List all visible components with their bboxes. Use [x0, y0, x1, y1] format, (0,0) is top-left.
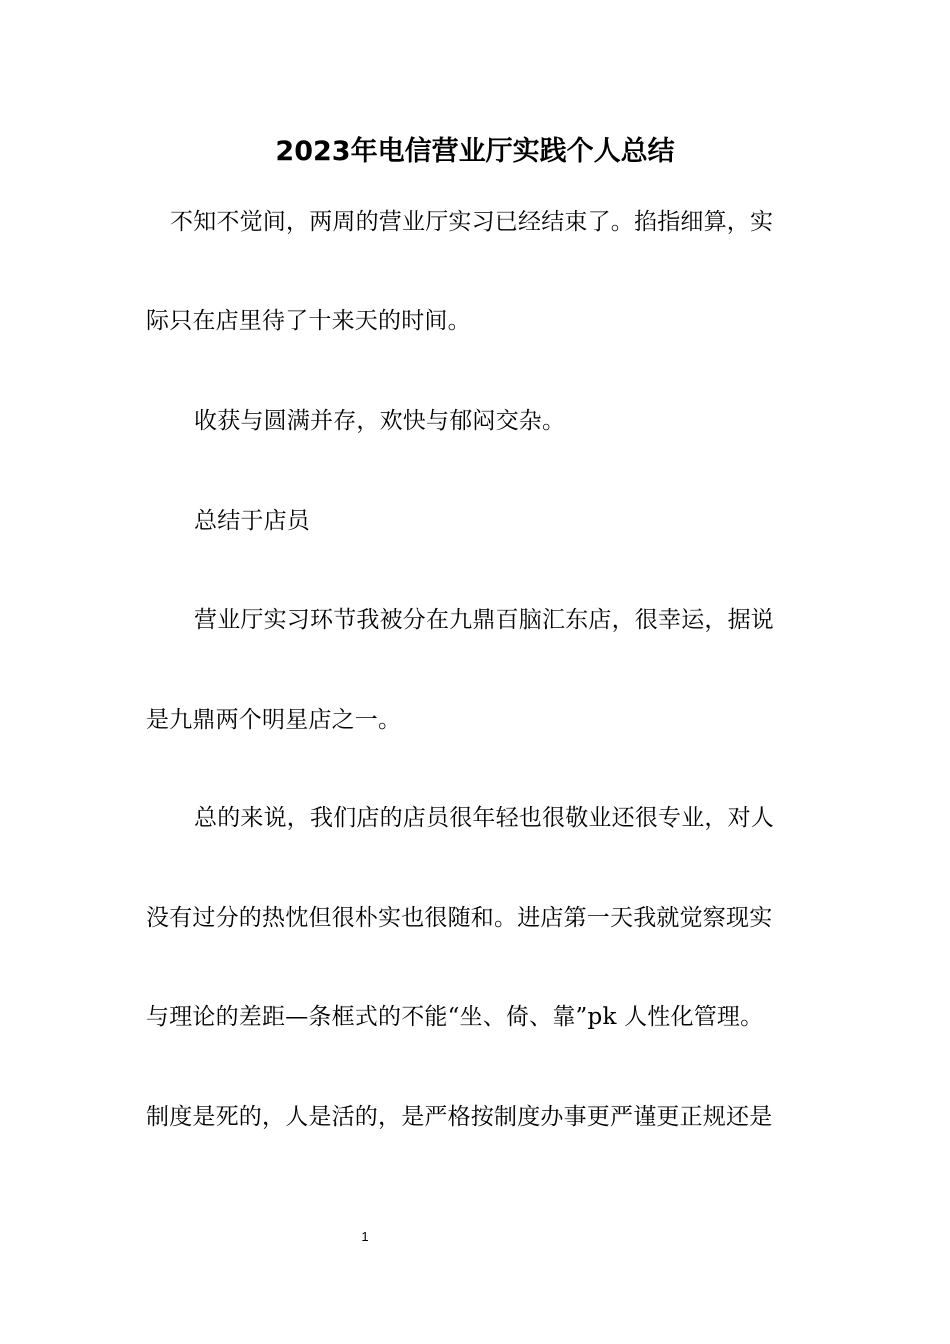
- paragraph-line-1: 不知不觉间，两周的营业厅实习已经结束了。掐指细算，实: [170, 209, 774, 235]
- page-number: 1: [361, 1229, 369, 1244]
- paragraph-line-5: 营业厅实习环节我被分在九鼎百脑汇东店，很幸运，据说: [194, 607, 774, 633]
- paragraph-line-9: 与理论的差距—条框式的不能“坐、倚、靠”pk 人性化管理。: [146, 1004, 764, 1030]
- paragraph-line-3: 收获与圆满并存，欢快与郁闷交杂。: [194, 408, 566, 434]
- paragraph-line-6: 是九鼎两个明星店之一。: [146, 707, 402, 733]
- section-heading: 总结于店员: [194, 508, 310, 534]
- document-title: 2023年电信营业厅实践个人总结: [275, 136, 675, 167]
- paragraph-line-10: 制度是死的，人是活的，是严格按制度办事更严谨更正规还是: [146, 1104, 773, 1130]
- paragraph-line-2: 际只在店里待了十来天的时间。: [146, 308, 471, 334]
- paragraph-line-8: 没有过分的热忱但很朴实也很随和。进店第一天我就觉察现实: [146, 905, 773, 931]
- paragraph-line-7: 总的来说，我们店的店员很年轻也很敬业还很专业，对人: [194, 805, 774, 831]
